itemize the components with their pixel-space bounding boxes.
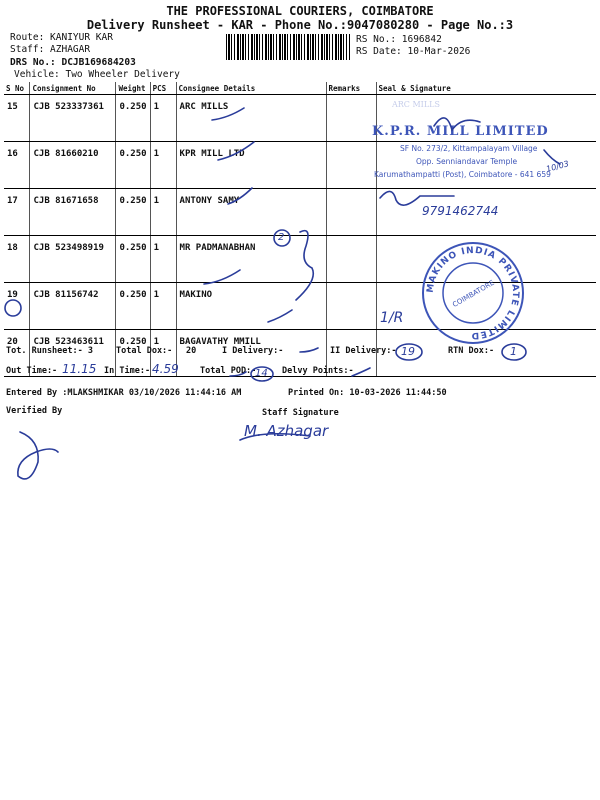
row18-note: 2 (278, 232, 285, 243)
cell-pcs: 1 (150, 142, 176, 189)
col-consignee: Consignee Details (176, 82, 326, 95)
col-sno: S No (4, 82, 30, 95)
cell-remarks (326, 236, 376, 283)
cell-consignment: CJB 81671658 (30, 189, 116, 236)
cell-sno: 17 (4, 189, 30, 236)
cell-consignee: MR PADMANABHAN (176, 236, 326, 283)
barcode (226, 34, 350, 60)
cell-sno: 18 (4, 236, 30, 283)
col-consignment: Consignment No (30, 82, 116, 95)
phone-note: 9791462744 (422, 204, 499, 218)
col-pcs: PCS (150, 82, 176, 95)
printed-on: Printed On: 10-03-2026 11:44:50 (288, 388, 447, 398)
cell-pcs: 1 (150, 189, 176, 236)
cell-pcs: 1 (150, 283, 176, 330)
faint-stamp-text: ARC MILLS (392, 100, 440, 109)
cell-consignment: CJB 523463611 (30, 330, 116, 377)
table-header (4, 82, 596, 95)
cell-consignment: CJB 81156742 (30, 283, 116, 330)
kpr-title: K.P.R. MILL LIMITED (372, 124, 549, 139)
drs-label: DRS No.: DCJB169684203 (10, 57, 136, 68)
table-row (4, 283, 596, 330)
cell-sno: 20 (4, 330, 30, 377)
in-time-value: 4.59 (152, 362, 179, 376)
company-title: THE PROFESSIONAL COURIERS, COIMBATORE (166, 4, 434, 18)
col-remarks: Remarks (326, 82, 376, 95)
table-row (4, 95, 596, 142)
cell-consignment: CJB 81660210 (30, 142, 116, 189)
rs-number: RS No.: 1696842 (356, 34, 442, 45)
cell-consignment: CJB 523337361 (30, 95, 116, 142)
cell-weight: 0.250 (116, 95, 150, 142)
makino-center-text: COIMBATORE (451, 278, 496, 309)
table-row (4, 142, 596, 189)
cell-consignee: BAGAVATHY MMILL (176, 330, 326, 377)
total-pod-value: 14 (255, 368, 268, 379)
cell-remarks (326, 142, 376, 189)
ii-delivery-label: II Delivery:- (330, 346, 397, 356)
row20-note: 1/R (380, 310, 404, 326)
cell-consignee: MAKINO (176, 283, 326, 330)
total-dox-value: 20 (186, 346, 197, 356)
verified-by-label: Verified By (6, 406, 63, 416)
staff-label: Staff: AZHAGAR (10, 44, 91, 55)
table-row (4, 236, 596, 283)
runsheet-table (4, 82, 596, 377)
cell-consignee: ARC MILLS (176, 95, 326, 142)
entered-by: Entered By :MLAKSHMIKAR 03/10/2026 11:44:16 AM (6, 388, 242, 398)
rtn-dox-value: 1 (510, 345, 517, 358)
cell-pcs: 1 (150, 330, 176, 377)
table-row (4, 189, 596, 236)
kpr-line3: Karumathampatti (Post), Coimbatore - 641 659 (374, 170, 551, 179)
cell-weight: 0.250 (116, 189, 150, 236)
verifier-signature (18, 432, 58, 479)
makino-ring-text: MAKINO INDIA PRIVATE LIMITED (425, 245, 521, 341)
cell-consignee: KPR MILL LTD (176, 142, 326, 189)
cell-remarks (326, 283, 376, 330)
cell-weight: 0.250 (116, 236, 150, 283)
kpr-line2: Opp. Senniandavar Temple (416, 157, 518, 166)
cell-pcs: 1 (150, 95, 176, 142)
cell-remarks (326, 95, 376, 142)
cell-seal (376, 95, 596, 142)
total-pod-label: Total POD:- (200, 366, 257, 376)
col-seal: Seal & Signature (376, 82, 596, 95)
route-label: Route: KANIYUR KAR (10, 32, 113, 43)
vehicle-label: Vehicle: Two Wheeler Delivery (14, 69, 180, 80)
rs-date: RS Date: 10-Mar-2026 (356, 46, 471, 57)
cell-sno: 16 (4, 142, 30, 189)
cell-seal (376, 283, 596, 330)
cell-pcs: 1 (150, 236, 176, 283)
cell-weight: 0.250 (116, 283, 150, 330)
rtn-dox-label: RTN Dox:- (448, 346, 495, 356)
cell-consignee: ANTONY SAMY (176, 189, 326, 236)
i-delivery-label: I Delivery:- (222, 346, 284, 356)
total-dox-label: Total Dox:- (116, 346, 173, 356)
in-time-label: In Time:- (104, 366, 151, 376)
cell-consignment: CJB 523498919 (30, 236, 116, 283)
date-note: 10/03 (545, 159, 570, 174)
kpr-line1: SF No. 273/2, Kittampalayam Village (400, 144, 538, 153)
cell-sno: 15 (4, 95, 30, 142)
cell-weight: 0.250 (116, 330, 150, 377)
col-weight: Weight (116, 82, 150, 95)
delvy-points-label: Delvy Points:- (282, 366, 354, 376)
cell-remarks (326, 189, 376, 236)
runsheet-subtitle: Delivery Runsheet - KAR - Phone No.:9047080280 - Page No.:3 (86, 18, 514, 32)
tot-runsheet: Tot. Runsheet:- 3 (6, 346, 93, 356)
out-time-label: Out Time:- (6, 366, 58, 376)
cell-weight: 0.250 (116, 142, 150, 189)
cell-seal (376, 236, 596, 283)
cell-sno: 19 (4, 283, 30, 330)
staff-signature-label: Staff Signature (262, 408, 339, 418)
out-time-value: 11.15 (62, 362, 97, 376)
ii-delivery-value: 19 (401, 345, 415, 358)
staff-signature-scrawl: M. Azhagar (244, 422, 329, 440)
